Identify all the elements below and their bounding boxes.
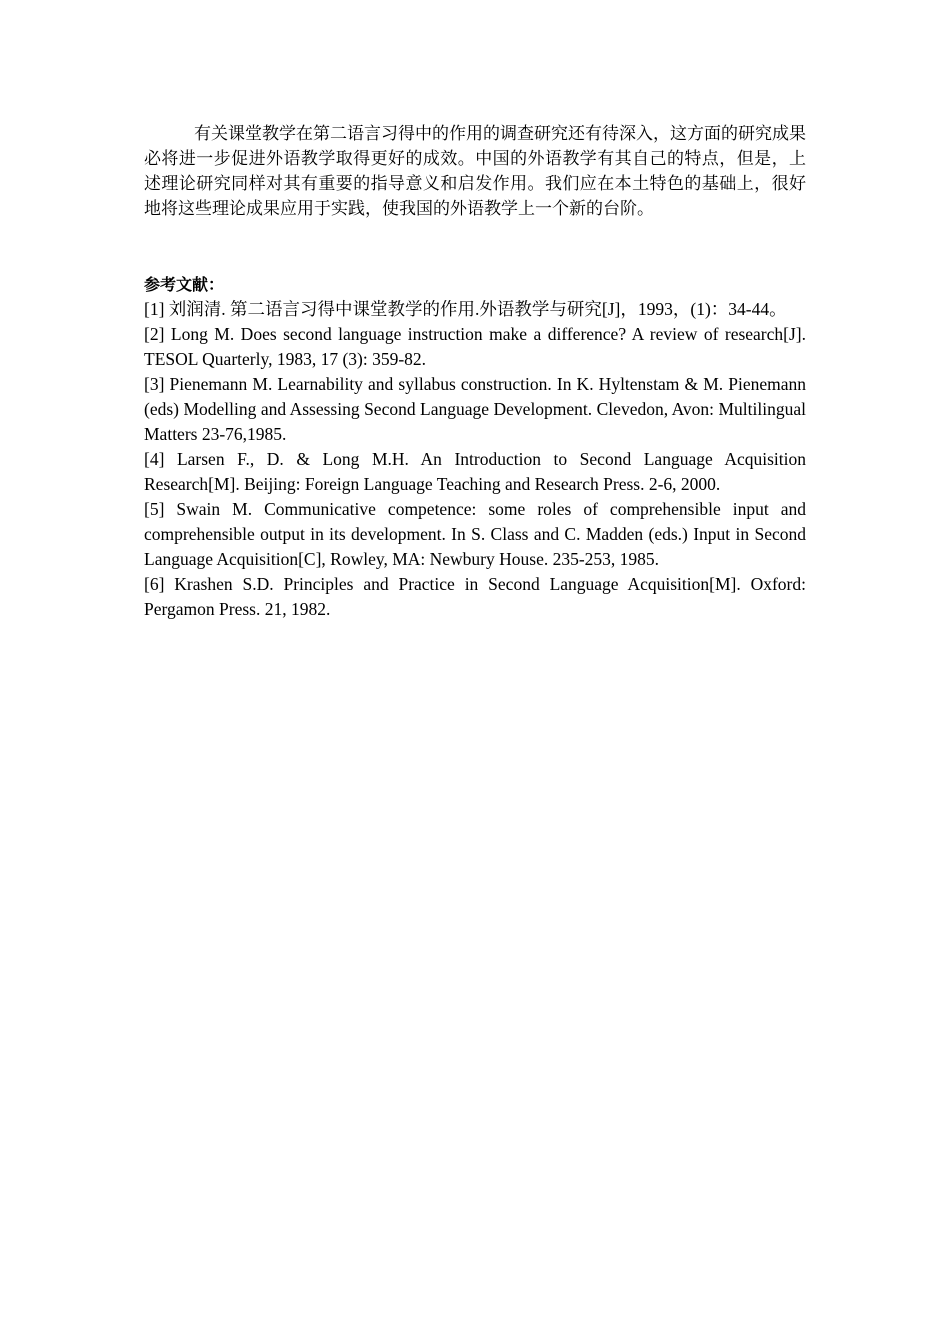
references-list (144, 297, 806, 622)
reference-item: [6] Krashen S.D. Principles and Practice in Second Language Acquisition[M]. Oxford: Pergamon Press. 21, 1982. (144, 574, 806, 619)
reference-item: [3] Pienemann M. Learnability and syllabus construction. In K. Hyltenstam & M. Pienemann (eds) Modelling and Assessing Second Language Development. Clevedon, Avon: Multilingual Matters 23-76,1985. (144, 374, 806, 444)
document-page (144, 122, 806, 622)
body-paragraph: 有关课堂教学在第二语言习得中的作用的调查研究还有待深入，这方面的研究成果必将进一步促进外语教学取得更好的成效。中国的外语教学有其自己的特点，但是，上述理论研究同样对其有重要的指导意义和启发作用。我们应在本土特色的基础上，很好地将这些理论成果应用于实践，使我国的外语教学上一个新的台阶。 (144, 124, 806, 219)
reference-item: [5] Swain M. Communicative competence: some roles of comprehensible input and comprehensible output in its development. In S. Class and C. Madden (eds.) Input in Second Language Acquisition[C], Rowley, MA: Newbury House. 235-253, 1985. (144, 499, 806, 569)
reference-item: [1] 刘润清. 第二语言习得中课堂教学的作用.外语教学与研究[J]，1993，(1)：34-44。 (144, 299, 787, 319)
reference-item: [2] Long M. Does second language instruction make a difference? A review of research[J]. TESOL Quarterly, 1983, 17 (3): 359-82. (144, 324, 806, 369)
reference-item: [4] Larsen F., D. & Long M.H. An Introduction to Second Language Acquisition Research[M]. Beijing: Foreign Language Teaching and Research Press. 2-6, 2000. (144, 449, 806, 494)
references-heading: 参考文献： (144, 275, 225, 294)
